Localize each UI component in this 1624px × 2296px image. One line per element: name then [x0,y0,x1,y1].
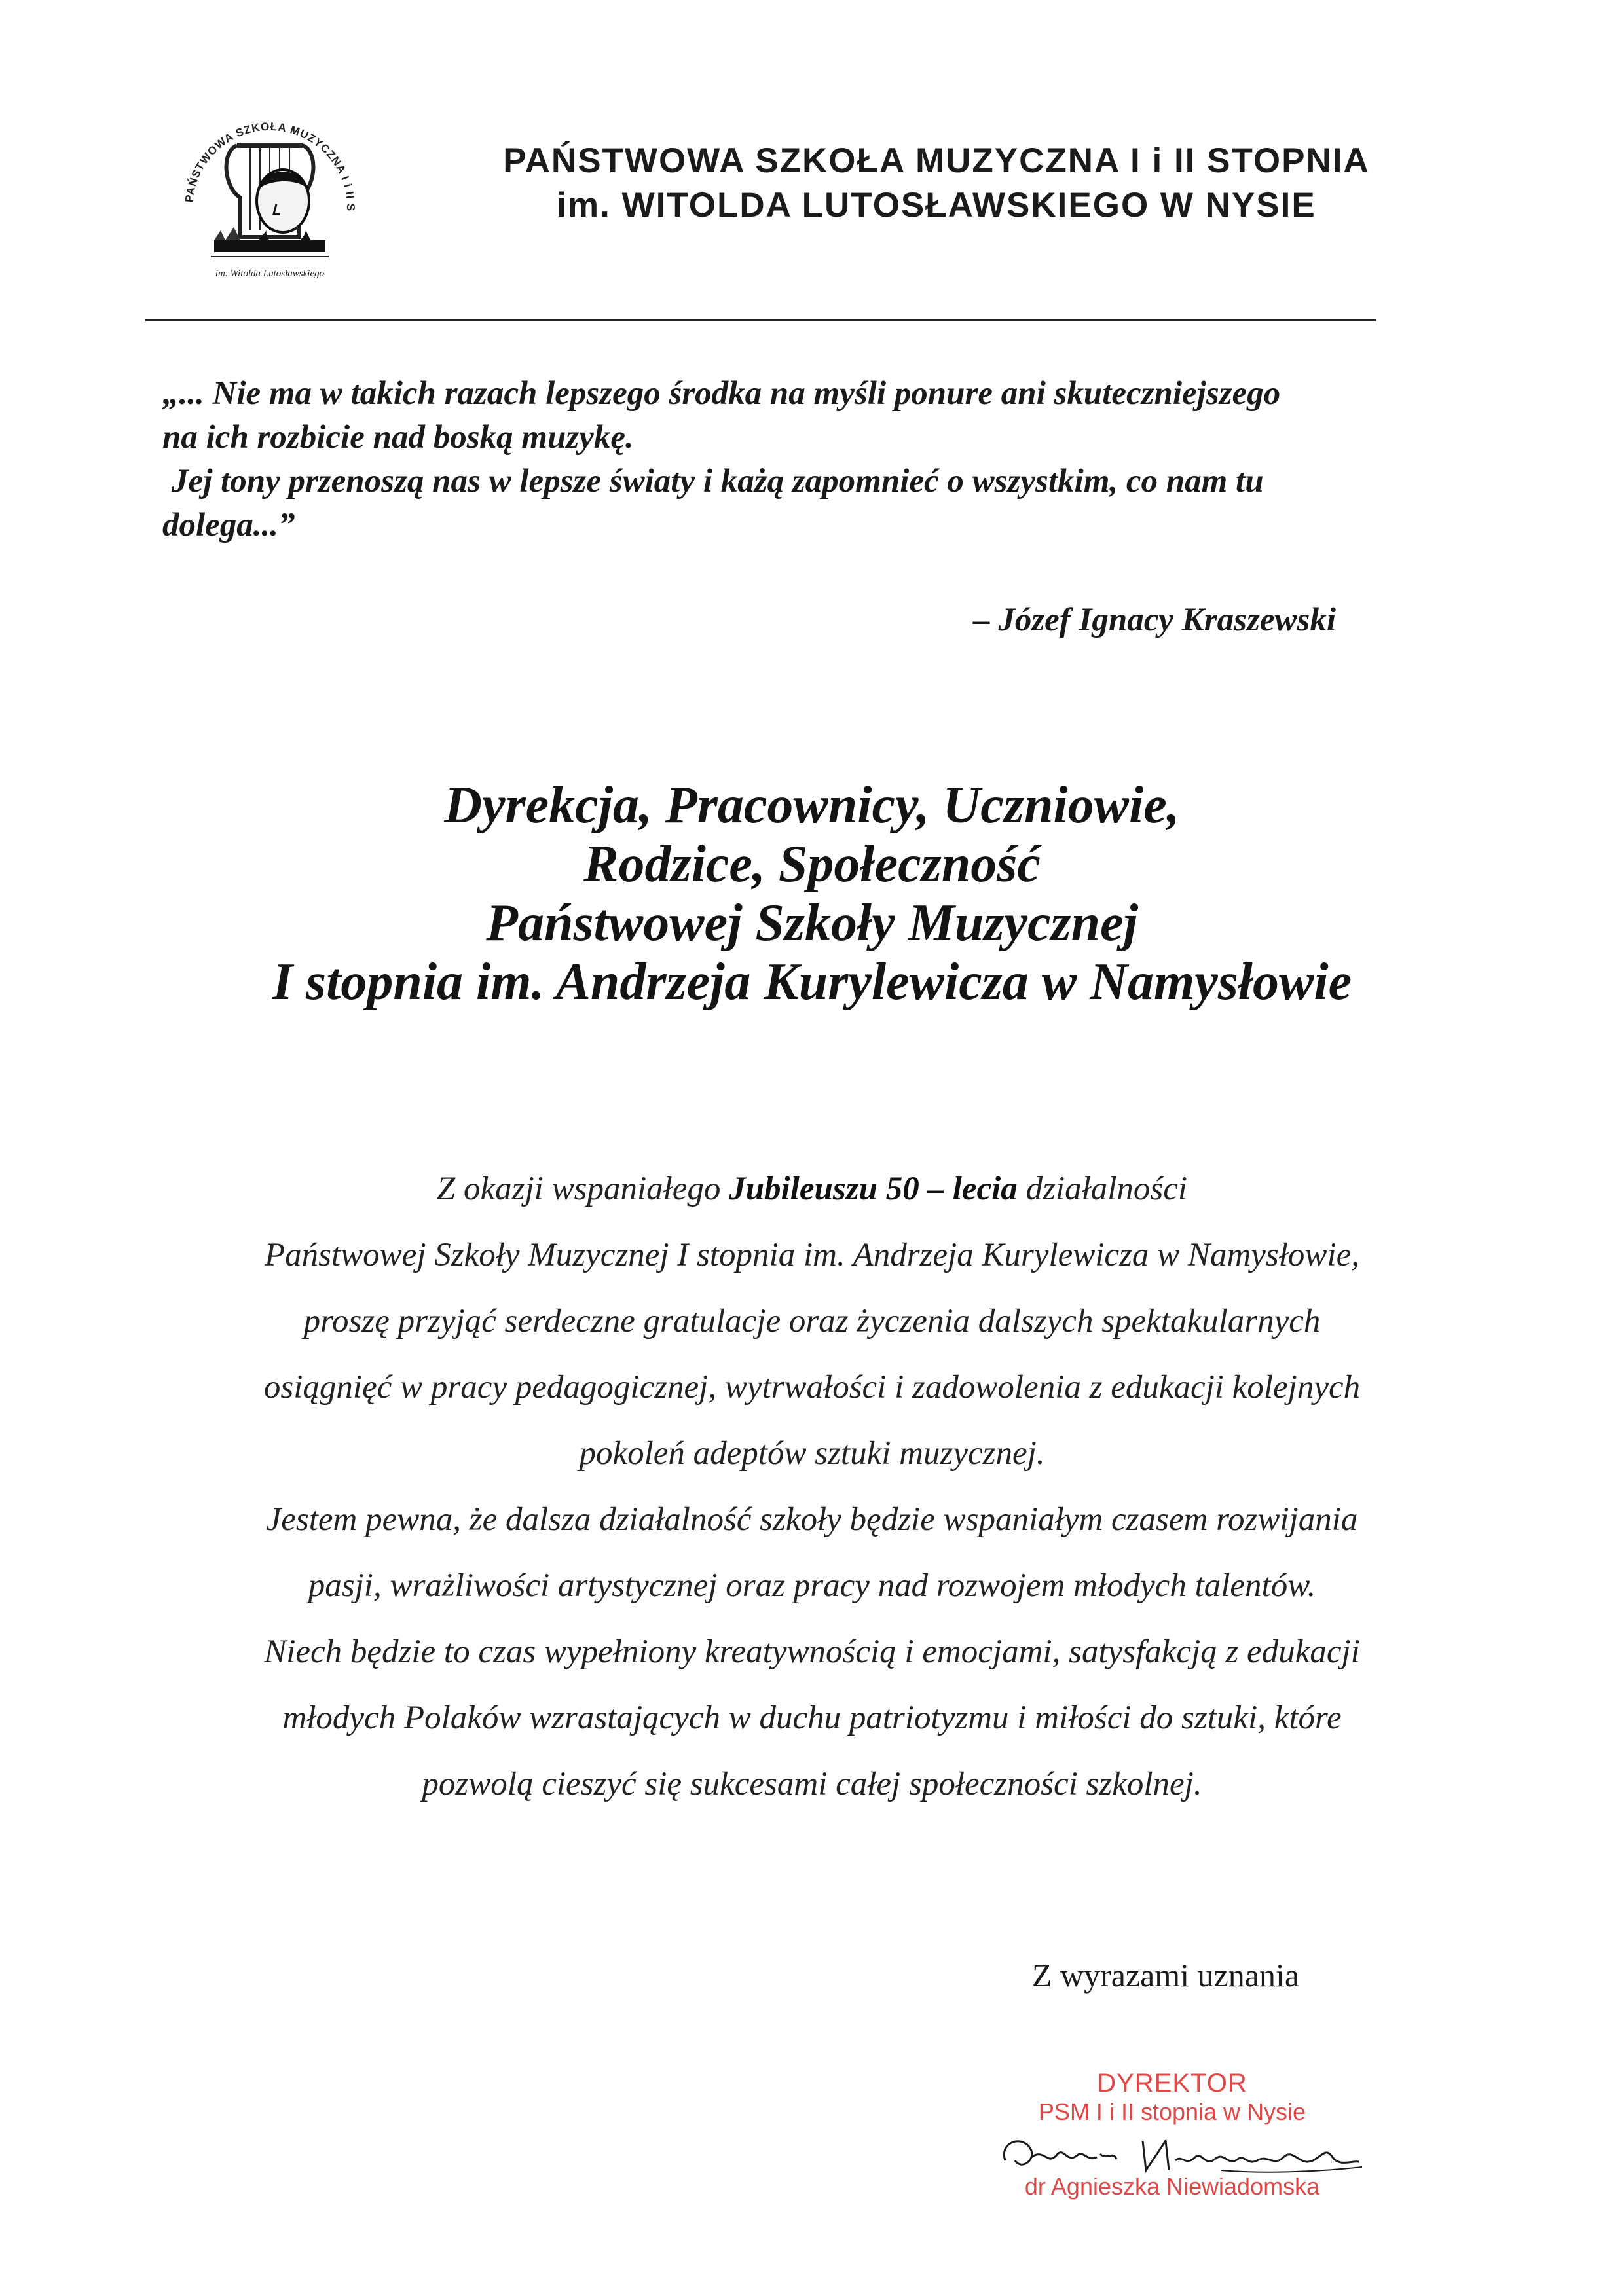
letter-line: Niech będzie to czas wypełniony kreatywnością i emocjami, satysfakcją z edukacji [264,1633,1360,1670]
letter-body [144,1156,1480,1817]
stamp-name: dr Agnieszka Niewiadomska [1024,2173,1320,2200]
letter-line [144,1156,1480,1222]
quote-line: na ich rozbicie nad boską muzykę. [162,419,634,456]
school-name: PAŃSTWOWA SZKOŁA MUZYCZNA I i II STOPNIA [503,141,1370,180]
quote-line: Jej tony przenoszą nas w lepsze światy i każą zapomnieć o wszystkim, co nam tu [172,463,1264,500]
logo-arc-text: PAŃSTWOWA SZKOŁA MUZYCZNA I i II S [183,120,358,212]
letter-line: Państwowej Szkoły Muzycznej I stopnia im. Andrzeja Kurylewicza w Namysłowie, [264,1237,1360,1273]
addressee-line: Rodzice, Społeczność [583,835,1041,893]
logo-bottom-text: im. Witolda Lutosławskiego [215,268,325,279]
quote-author: – Józef Ignacy Kraszewski [973,602,1336,638]
letter-text: Z okazji wspaniałego [436,1171,729,1207]
stamp-title: DYREKTOR [1097,2069,1247,2098]
quote-line: dolega...” [162,507,295,543]
letter-line: osiągnięć w pracy pedagogicznej, wytrwałości i zadowolenia z edukacji kolejnych [263,1369,1361,1406]
school-patron: im. WITOLDA LUTOSŁAWSKIEGO W NYSIE [557,186,1316,225]
addressee-line: I stopnia im. Andrzeja Kurylewicza w Namysłowie [272,953,1352,1011]
quote-line: „... Nie ma w takich razach lepszego środka na myśli ponure ani skuteczniejszego [162,375,1281,412]
lyre-portrait-emblem-icon [152,73,388,289]
school-logo [152,73,388,289]
header-divider [145,319,1376,321]
addressee-line: Państwowej Szkoły Muzycznej [486,894,1138,952]
stamp-school: PSM I i II stopnia w Nysie [1038,2098,1306,2125]
addressee-block [157,776,1467,1011]
letter-line: pasji, wrażliwości artystycznej oraz pracy nad rozwojem młodych talentów. [308,1567,1316,1604]
svg-text:PAŃSTWOWA SZKOŁA MUZYCZNA I i [152,73,357,211]
jubilee-highlight: Jubileuszu 50 – lecia [729,1171,1018,1207]
addressee-line: Dyrekcja, Pracownicy, Uczniowie, [444,776,1180,834]
letter-line: młodych Polaków wzrastających w duchu patriotyzmu i miłości do sztuki, które [282,1700,1342,1736]
letter-line: pozwolą cieszyć się sukcesami całej społeczności szkolnej. [422,1766,1202,1802]
letter-line: pokoleń adeptów sztuki muzycznej. [579,1435,1045,1472]
letter-line: proszę przyjąć serdeczne gratulacje oraz życzenia dalszych spektakularnych [303,1303,1321,1339]
letter-text: działalności [1017,1171,1188,1207]
school-header [458,139,1414,228]
letter-line: Jestem pewna, że dalsza działalność szkoły będzie wspaniałym czasem rozwijania [266,1501,1358,1538]
closing-phrase: Z wyrazami uznania [1031,1957,1300,1994]
quote-block [162,372,1407,547]
handwritten-signature-icon [986,2121,1378,2187]
